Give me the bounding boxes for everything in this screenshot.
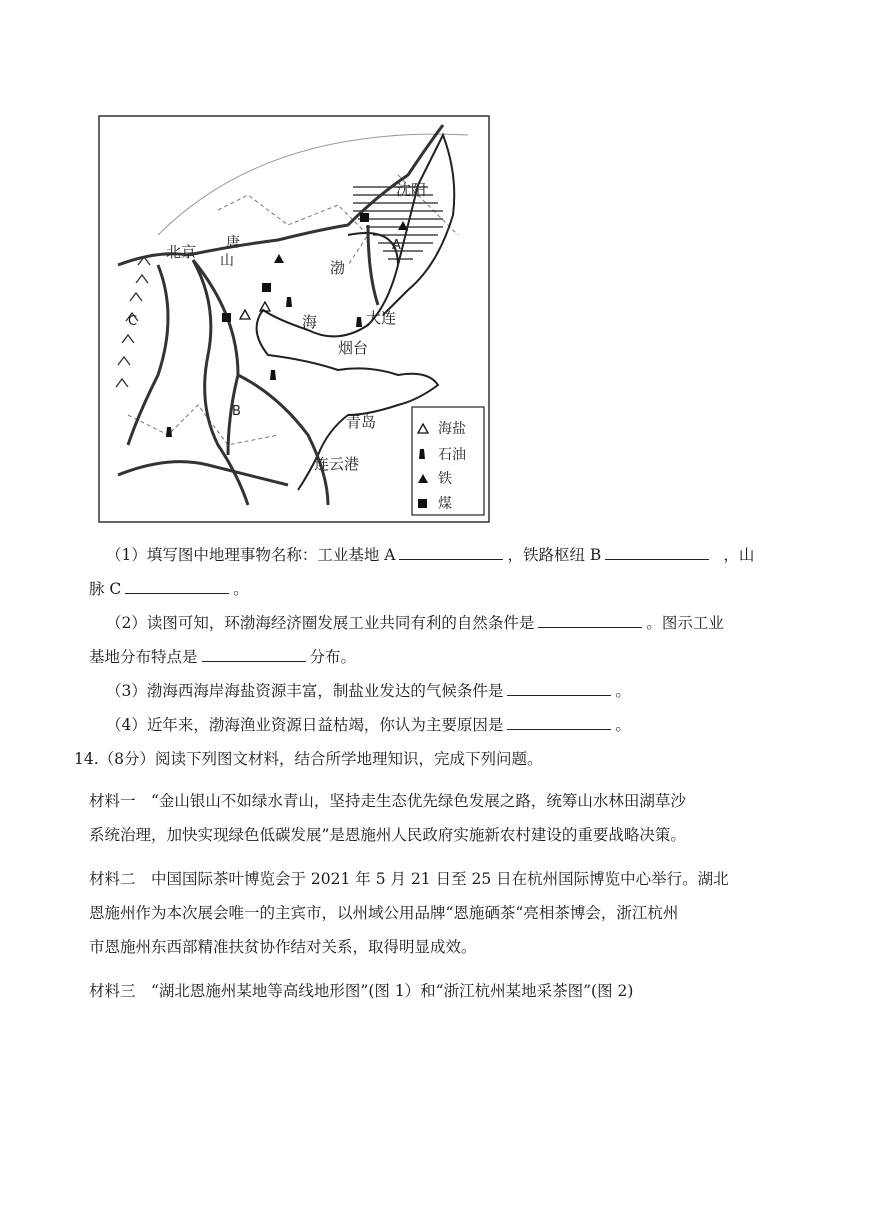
label-lianyungang: 连云港: [314, 455, 360, 473]
q13-p3-text-a: （3）渤海西海岸海盐资源丰富，制盐业发达的气候条件是: [106, 682, 504, 700]
label-shenyang: 沈阳: [396, 181, 427, 199]
q13-p1-text-a: （1）填写图中地理事物名称：工业基地 A: [106, 546, 396, 564]
label-tangshan-1: 唐: [226, 235, 240, 251]
label-a: A: [392, 238, 401, 253]
label-yantai: 烟台: [338, 339, 369, 357]
bohai-map-figure: [98, 115, 490, 523]
legend-salt-label: 海盐: [438, 421, 466, 437]
label-beijing: 北京: [166, 243, 197, 261]
legend-coal-icon: [418, 499, 427, 508]
q13-part3: [106, 681, 631, 701]
answer-blank-natural-conditions[interactable]: [538, 613, 642, 628]
label-bo: 渤: [330, 259, 346, 277]
q13-p4-text-b: 。: [615, 716, 631, 734]
answer-blank-rail-hub-b[interactable]: [605, 545, 709, 560]
label-b: B: [232, 404, 241, 419]
answer-blank-climate[interactable]: [507, 681, 611, 696]
q13-p2-text-b: 。图示工业: [646, 614, 724, 632]
q14-intro: 14.（8分）阅读下列图文材料，结合所学地理知识，完成下列问题。: [74, 750, 543, 768]
legend-iron-label: 铁: [438, 471, 452, 487]
bohai-map: [98, 115, 490, 523]
q14-material2-line3: 市恩施州东西部精准扶贫协作结对关系，取得明显成效。: [89, 938, 477, 956]
answer-blank-industrial-base-a[interactable]: [399, 545, 503, 560]
q14-material2-line2: 恩施州作为本次展会唯一的主宾市，以州域公用品牌“恩施硒茶“亮相茶博会，浙江杭州: [89, 904, 679, 922]
q13-p2-text-c: 基地分布特点是: [89, 648, 198, 666]
q13-p4-text-a: （4）近年来，渤海渔业资源日益枯竭，你认为主要原因是: [106, 716, 504, 734]
q13-p1-text-b: ，铁路枢纽 B: [507, 546, 602, 564]
legend-oil-label: 石油: [438, 447, 466, 463]
label-qingdao: 青岛: [346, 413, 377, 431]
q13-p2-text-d: 分布。: [309, 648, 357, 666]
q13-part2-line2: [89, 647, 356, 667]
q14-material1-line1: 材料一 “金山银山不如绿水青山，坚持走生态优先绿色发展之路，统筹山水林田湖草沙: [89, 792, 686, 810]
q14-material2-line1: 材料二 中国国际茶叶博览会于 2021 年 5 月 21 日至 25 日在杭州国际博览中心举行。湖北: [89, 870, 729, 888]
answer-blank-mountain-c[interactable]: [125, 579, 229, 594]
answer-blank-distribution[interactable]: [202, 647, 306, 662]
q13-p2-text-a: （2）读图可知，环渤海经济圈发展工业共同有利的自然条件是: [106, 614, 535, 632]
q13-p1-text-d: 脉 C: [89, 580, 122, 598]
label-hai: 海: [302, 313, 318, 331]
q13-p1-text-c: ，山: [723, 546, 755, 564]
q13-part2-line1: [106, 613, 724, 633]
legend-coal-label: 煤: [438, 496, 452, 512]
label-tangshan-2: 山: [220, 253, 234, 269]
q13-part4: [106, 715, 631, 735]
label-c: C: [128, 314, 138, 329]
answer-blank-fishery-cause[interactable]: [507, 715, 611, 730]
q13-part1-line1: [106, 545, 754, 565]
label-dalian: 大连: [366, 309, 397, 327]
q13-p1-text-e: 。: [233, 580, 249, 598]
map-legend: [412, 407, 484, 515]
q14-material3-line1: 材料三 “湖北恩施州某地等高线地形图”(图 1）和“浙江杭州某地采茶图”(图 2): [89, 982, 634, 1000]
q14-material1-line2: 系统治理，加快实现绿色低碳发展”是恩施州人民政府实施新农村建设的重要战略决策。: [89, 826, 686, 844]
q13-p3-text-b: 。: [615, 682, 631, 700]
legend-oil-icon: [419, 449, 425, 459]
q13-part1-line2: [89, 579, 249, 599]
